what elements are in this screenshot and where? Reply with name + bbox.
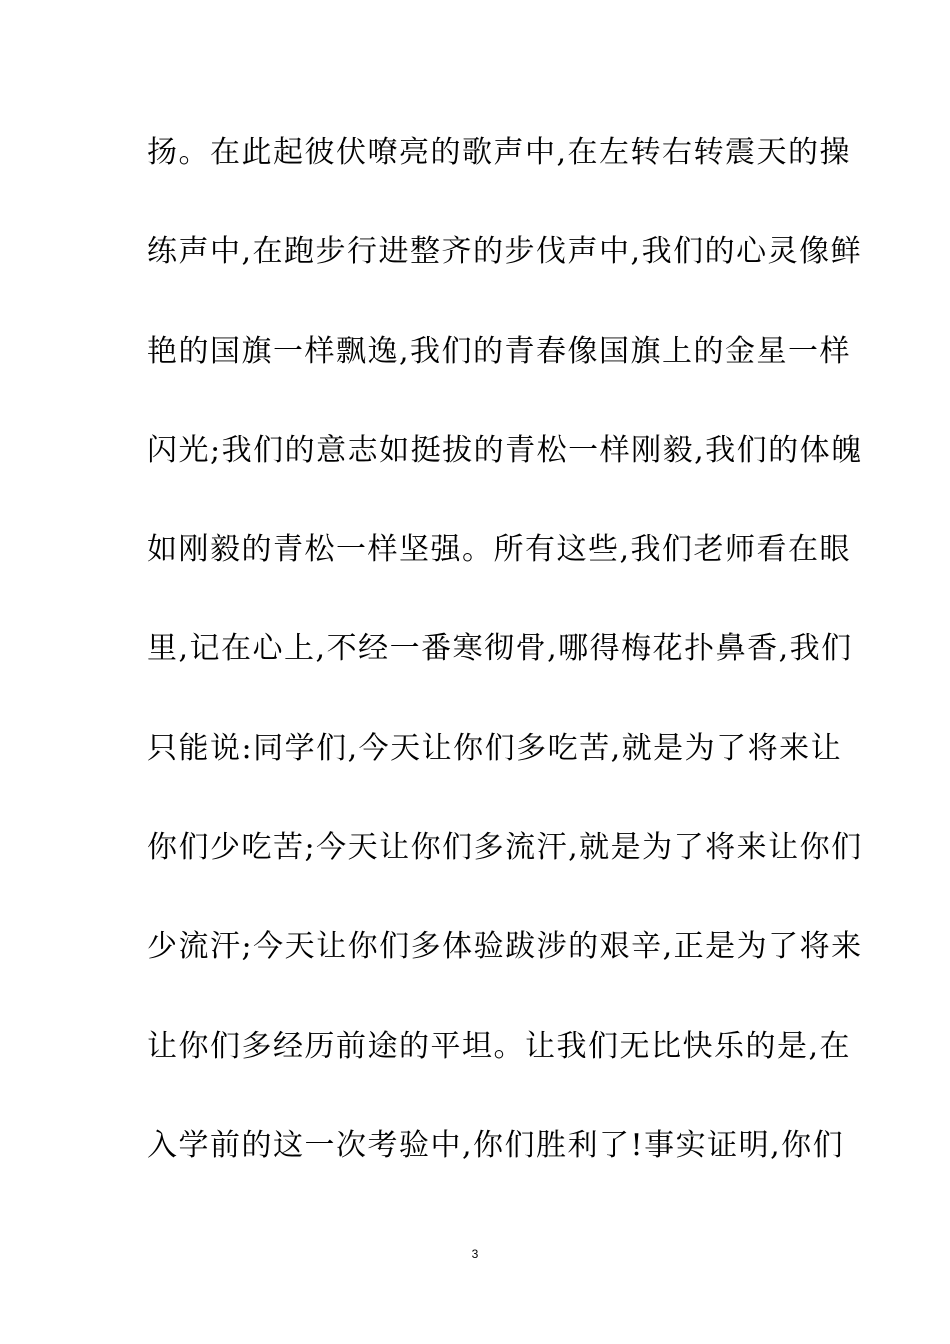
text-line: 少流汗;今天让你们多体验跋涉的艰辛,正是为了将来 <box>147 929 863 965</box>
text-line: 闪光;我们的意志如挺拔的青松一样刚毅,我们的体魄 <box>147 432 863 468</box>
text-line: 你们少吃苦;今天让你们多流汗,就是为了将来让你们 <box>147 830 863 866</box>
text-line: 只能说:同学们,今天让你们多吃苦,就是为了将来让 <box>147 730 843 766</box>
body-text <box>147 127 863 1219</box>
text-line: 如刚毅的青松一样坚强。所有这些,我们老师看在眼 <box>147 532 852 568</box>
page-number: 3 <box>471 1247 479 1261</box>
text-line: 扬。在此起彼伏嘹亮的歌声中,在左转右转震天的操 <box>147 135 852 170</box>
text-line: 让你们多经历前途的平坦。让我们无比快乐的是,在 <box>147 1028 852 1064</box>
text-line: 练声中,在跑步行进整齐的步伐声中,我们的心灵像鲜 <box>147 234 863 270</box>
text-line: 艳的国旗一样飘逸,我们的青春像国旗上的金星一样 <box>147 333 852 369</box>
text-line: 入学前的这一次考验中,你们胜利了!事实证明,你们 <box>147 1127 845 1163</box>
text-line: 里,记在心上,不经一番寒彻骨,哪得梅花扑鼻香,我们 <box>147 631 853 667</box>
